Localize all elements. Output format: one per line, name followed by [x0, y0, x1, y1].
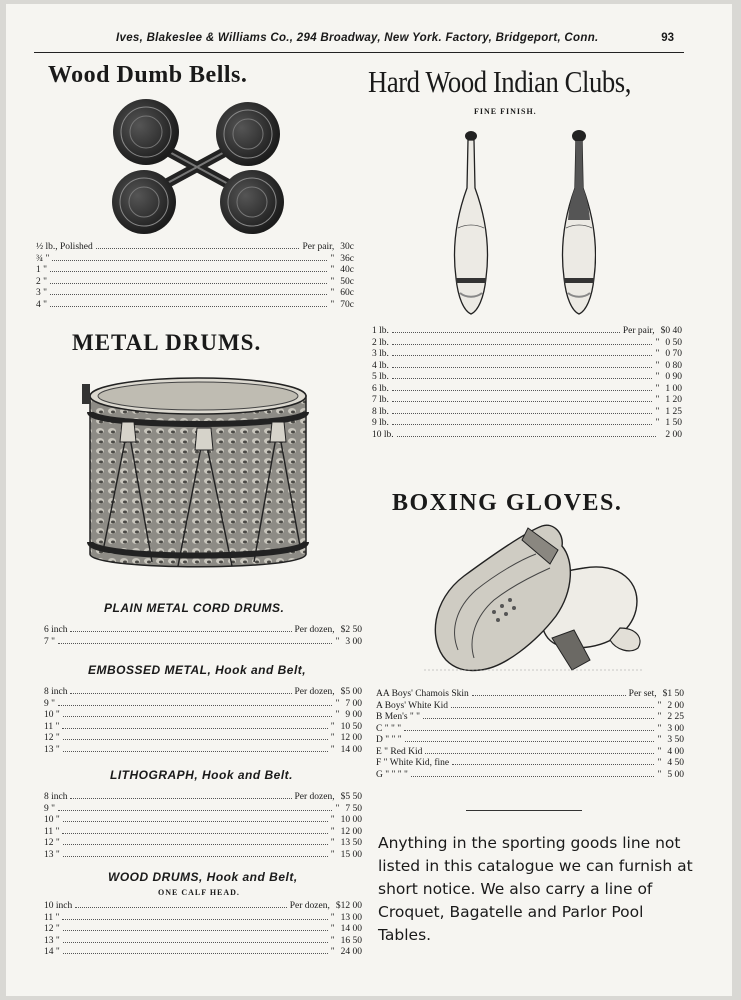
- price-row: [372, 348, 682, 360]
- dot-leader: [63, 946, 328, 954]
- dot-leader: [392, 348, 653, 356]
- item-label: A Boys' White Kid: [376, 700, 448, 711]
- dot-leader: [58, 636, 332, 644]
- item-price: 10 00: [340, 815, 362, 825]
- price-unit: ": [655, 372, 660, 382]
- price-unit: Per dozen,: [294, 625, 335, 635]
- item-label: 5 lb.: [372, 372, 389, 382]
- price-unit: Per set,: [628, 689, 657, 699]
- price-row: [44, 935, 362, 947]
- dot-leader: [425, 746, 654, 754]
- item-price: 50c: [340, 276, 354, 287]
- wood-drums-heading: WOOD DRUMS, Hook and Belt,: [108, 870, 298, 884]
- price-unit: ": [655, 418, 660, 428]
- price-unit: ": [657, 723, 662, 734]
- dot-leader: [62, 912, 327, 920]
- item-price: 13 00: [340, 912, 362, 923]
- dot-leader: [392, 371, 653, 379]
- item-price: $2 50: [340, 625, 362, 635]
- price-unit: ": [335, 636, 340, 647]
- price-row: [44, 624, 362, 636]
- item-price: 1 00: [665, 383, 682, 394]
- price-row: [44, 709, 362, 721]
- price-unit: Per dozen,: [294, 687, 335, 697]
- price-row: [36, 276, 354, 288]
- price-row: [44, 803, 362, 815]
- item-price: 60c: [340, 288, 354, 298]
- item-label: ¾ ": [36, 253, 50, 264]
- price-unit: ": [330, 265, 335, 275]
- clubs-subtitle: FINE FINISH.: [474, 107, 537, 116]
- price-unit: ": [330, 947, 335, 957]
- item-price: 30c: [340, 242, 354, 252]
- item-price: 5 00: [667, 769, 684, 780]
- item-price: 3 50: [667, 735, 684, 745]
- item-label: 13 ": [44, 849, 60, 860]
- item-label: G " " " ": [376, 769, 408, 780]
- price-row: [376, 746, 684, 758]
- dumbbells-price-list: [36, 241, 354, 310]
- page-number: 93: [661, 32, 674, 44]
- boxing-gloves-illustration: [424, 520, 644, 676]
- item-label: 12 ": [44, 838, 60, 848]
- item-label: 8 inch: [44, 792, 68, 802]
- item-label: 2 ": [36, 276, 48, 287]
- item-label: 3 ": [36, 288, 48, 298]
- item-price: 3 00: [345, 636, 362, 647]
- dot-leader: [96, 241, 300, 249]
- price-unit: ": [657, 746, 662, 757]
- item-label: AA Boys' Chamois Skin: [376, 689, 469, 699]
- price-unit: ": [330, 924, 335, 934]
- price-unit: ": [657, 712, 662, 722]
- item-label: 10 ": [44, 710, 60, 720]
- item-label: 4 lb.: [372, 360, 389, 371]
- dot-leader: [63, 814, 328, 822]
- header-text: Ives, Blakeslee & Williams Co., 294 Broadway, New York. Factory, Bridgeport, Conn.: [116, 32, 599, 44]
- item-label: 7 lb.: [372, 395, 389, 405]
- price-unit: ": [655, 406, 660, 417]
- drums-title: METAL DRUMS.: [72, 330, 262, 355]
- plain-drums-price-list: [44, 624, 362, 647]
- dot-leader: [50, 299, 327, 307]
- dot-leader: [392, 406, 653, 414]
- item-label: 10 ": [44, 815, 60, 825]
- price-row: [44, 744, 362, 756]
- dot-leader: [58, 803, 332, 811]
- item-label: 1 ": [36, 265, 48, 275]
- item-price: 16 50: [340, 935, 362, 946]
- price-unit: ": [330, 733, 335, 743]
- item-price: 10 50: [340, 721, 362, 732]
- price-row: [372, 406, 682, 418]
- price-unit: ": [330, 826, 335, 837]
- closing-note: Anything in the sporting goods line not listed in this catalogue we can furnish at short notice. We also carry a line of Croquet, Bagatelle and Parlor Pool Tables.: [378, 834, 693, 944]
- item-label: 4 ": [36, 299, 48, 310]
- price-unit: Per pair,: [622, 326, 655, 336]
- price-row: [376, 723, 684, 735]
- price-row: [36, 241, 354, 253]
- price-row: [44, 900, 362, 912]
- dot-leader: [63, 837, 328, 845]
- item-price: 0 90: [665, 372, 682, 382]
- price-row: [44, 837, 362, 849]
- item-price: $0 40: [660, 326, 682, 336]
- divider-rule: [466, 810, 582, 811]
- item-price: 24 00: [340, 947, 362, 957]
- price-unit: ": [335, 710, 340, 720]
- item-label: 11 ": [44, 826, 60, 837]
- price-unit: ": [655, 360, 660, 371]
- item-price: 4 00: [667, 746, 684, 757]
- clubs-price-list: [372, 325, 682, 440]
- catalogue-page: [6, 4, 732, 996]
- price-unit: ": [330, 849, 335, 860]
- price-row: [372, 337, 682, 349]
- item-label: 8 inch: [44, 687, 68, 697]
- dot-leader: [451, 700, 654, 708]
- price-unit: ": [330, 276, 335, 287]
- indian-clubs-illustration: [446, 128, 596, 316]
- dot-leader: [50, 287, 327, 295]
- price-row: [376, 769, 684, 781]
- dot-leader: [452, 757, 654, 765]
- item-label: 11 ": [44, 721, 60, 732]
- dot-leader: [392, 337, 653, 345]
- item-price: 13 50: [340, 838, 362, 848]
- dot-leader: [392, 360, 653, 368]
- price-row: [44, 721, 362, 733]
- price-row: [376, 700, 684, 712]
- price-row: [36, 253, 354, 265]
- item-price: 36c: [340, 253, 354, 264]
- item-price: 0 80: [665, 360, 682, 371]
- item-label: 8 lb.: [372, 406, 389, 417]
- dot-leader: [52, 253, 327, 261]
- price-row: [372, 371, 682, 383]
- price-unit: ": [330, 815, 335, 825]
- dot-leader: [50, 264, 327, 272]
- item-label: C " " ": [376, 723, 402, 734]
- price-row: [36, 264, 354, 276]
- price-unit: ": [657, 769, 662, 780]
- price-unit: ": [655, 383, 660, 394]
- dot-leader: [397, 429, 657, 437]
- price-unit: ": [330, 912, 335, 923]
- item-price: 2 25: [667, 712, 684, 722]
- item-label: 13 ": [44, 935, 60, 946]
- price-row: [372, 325, 682, 337]
- price-row: [44, 912, 362, 924]
- price-unit: ": [330, 744, 335, 755]
- item-label: 9 lb.: [372, 418, 389, 428]
- wood-drums-subheading: ONE CALF HEAD.: [158, 888, 240, 897]
- price-unit: ": [655, 337, 660, 348]
- item-label: 9 ": [44, 698, 56, 709]
- item-price: 12 00: [340, 826, 362, 837]
- price-row: [372, 417, 682, 429]
- price-row: [44, 698, 362, 710]
- item-label: F " White Kid, fine: [376, 758, 450, 768]
- price-unit: ": [330, 288, 335, 298]
- price-row: [44, 791, 362, 803]
- price-unit: ": [657, 758, 662, 768]
- item-price: 1 20: [665, 395, 682, 405]
- dot-leader: [63, 849, 328, 857]
- price-row: [376, 734, 684, 746]
- dot-leader: [63, 923, 328, 931]
- price-unit: ": [655, 395, 660, 405]
- dot-leader: [63, 709, 333, 717]
- item-label: B Men's " ": [376, 712, 421, 722]
- metal-drum-illustration: [82, 366, 314, 584]
- item-price: 7 00: [345, 698, 362, 709]
- dumbbells-title: Wood Dumb Bells.: [48, 62, 248, 88]
- price-unit: Per dozen,: [289, 901, 330, 911]
- price-row: [36, 299, 354, 311]
- item-price: 14 00: [340, 744, 362, 755]
- dot-leader: [58, 698, 332, 706]
- price-unit: ": [335, 698, 340, 709]
- item-label: ½ lb., Polished: [36, 242, 93, 252]
- price-row: [372, 360, 682, 372]
- dot-leader: [50, 276, 327, 284]
- dot-leader: [404, 723, 654, 731]
- item-price: 9 00: [345, 710, 362, 720]
- price-row: [372, 383, 682, 395]
- price-unit: ": [330, 299, 335, 310]
- gloves-price-list: [376, 688, 684, 780]
- item-label: 3 lb.: [372, 349, 389, 359]
- dot-leader: [62, 826, 327, 834]
- price-row: [44, 946, 362, 958]
- item-label: 7 ": [44, 636, 56, 647]
- price-row: [372, 394, 682, 406]
- price-row: [44, 732, 362, 744]
- page-header: [34, 30, 684, 53]
- price-row: [36, 287, 354, 299]
- item-price: 4 50: [667, 758, 684, 768]
- price-row: [44, 814, 362, 826]
- dot-leader: [70, 624, 291, 632]
- dot-leader: [423, 711, 654, 719]
- litho-drums-price-list: [44, 791, 362, 860]
- item-price: 2 00: [667, 700, 684, 711]
- item-label: 12 ": [44, 924, 60, 934]
- item-label: 14 ": [44, 947, 60, 957]
- dot-leader: [70, 686, 291, 694]
- dot-leader: [70, 791, 291, 799]
- price-unit: ": [330, 721, 335, 732]
- item-label: 1 lb.: [372, 326, 389, 336]
- dot-leader: [405, 734, 655, 742]
- dot-leader: [63, 732, 328, 740]
- clubs-title: Hard Wood Indian Clubs,: [368, 64, 631, 99]
- item-price: 14 00: [340, 924, 362, 934]
- dot-leader: [63, 935, 328, 943]
- price-unit: Per pair,: [302, 242, 335, 252]
- item-price: $5 50: [340, 792, 362, 802]
- item-label: 13 ": [44, 744, 60, 755]
- dot-leader: [411, 769, 655, 777]
- plain-drums-heading: PLAIN METAL CORD DRUMS.: [104, 601, 285, 615]
- item-label: 6 lb.: [372, 383, 389, 394]
- dot-leader: [62, 721, 327, 729]
- price-unit: Per dozen,: [294, 792, 335, 802]
- price-row: [376, 688, 684, 700]
- price-unit: ": [655, 349, 660, 359]
- dot-leader: [63, 744, 328, 752]
- item-price: 0 70: [665, 349, 682, 359]
- gloves-title: BOXING GLOVES.: [392, 490, 623, 516]
- item-label: 12 ": [44, 733, 60, 743]
- price-row: [44, 826, 362, 838]
- price-row: [376, 711, 684, 723]
- item-label: 10 inch: [44, 901, 73, 911]
- item-price: 7 50: [345, 803, 362, 814]
- price-unit: ": [330, 838, 335, 848]
- dot-leader: [392, 394, 653, 402]
- item-price: 0 50: [665, 337, 682, 348]
- price-row: [376, 757, 684, 769]
- price-unit: ": [330, 935, 335, 946]
- item-label: 2 lb.: [372, 337, 389, 348]
- item-price: $1 50: [662, 689, 684, 699]
- price-unit: ": [657, 700, 662, 711]
- price-row: [372, 429, 682, 441]
- item-label: 6 inch: [44, 625, 68, 635]
- embossed-drums-price-list: [44, 686, 362, 755]
- item-price: 40c: [340, 265, 354, 275]
- item-price: 15 00: [340, 849, 362, 860]
- wood-drums-price-list: [44, 900, 362, 958]
- dot-leader: [75, 900, 287, 908]
- price-row: [44, 849, 362, 861]
- price-row: [44, 923, 362, 935]
- item-label: 9 ": [44, 803, 56, 814]
- litho-drums-heading: LITHOGRAPH, Hook and Belt.: [110, 768, 294, 782]
- embossed-drums-heading: EMBOSSED METAL, Hook and Belt,: [88, 663, 307, 677]
- item-price: 3 00: [667, 723, 684, 734]
- item-label: D " " ": [376, 735, 402, 745]
- item-price: 12 00: [340, 733, 362, 743]
- price-unit: ": [330, 253, 335, 264]
- dot-leader: [472, 688, 626, 696]
- dot-leader: [392, 325, 620, 333]
- item-price: 70c: [340, 299, 354, 310]
- dumbbells-illustration: [102, 96, 292, 238]
- price-row: [44, 636, 362, 648]
- item-label: E " Red Kid: [376, 746, 423, 757]
- item-price: 2 00: [665, 429, 682, 440]
- price-row: [44, 686, 362, 698]
- item-price: 1 50: [665, 418, 682, 428]
- item-price: 1 25: [665, 406, 682, 417]
- item-price: $5 00: [340, 687, 362, 697]
- item-label: 10 lb.: [372, 429, 394, 440]
- dot-leader: [392, 417, 653, 425]
- price-unit: ": [335, 803, 340, 814]
- dot-leader: [392, 383, 653, 391]
- item-label: 11 ": [44, 912, 60, 923]
- item-price: $12 00: [335, 901, 362, 911]
- price-unit: ": [657, 735, 662, 745]
